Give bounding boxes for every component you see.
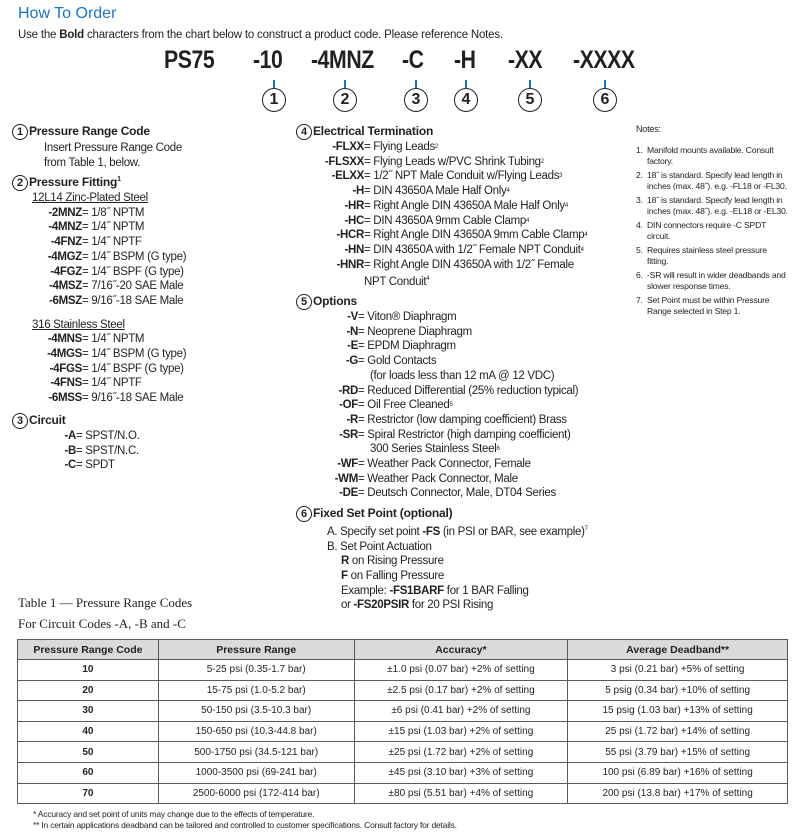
option-description: = 9/16˝-18 SAE Male (82, 294, 184, 307)
option-description: = SPDT (76, 459, 115, 472)
table-cell: 3 psi (0.21 bar) +5% of setting (568, 660, 788, 681)
example-line: or -FS20PSIR for 20 PSI Rising (341, 599, 494, 612)
table-cell: ±15 psi (1.03 bar) +2% of setting (354, 721, 568, 742)
option-description: = 1/8˝ NPTM (82, 206, 145, 219)
table-cell: ±25 psi (1.72 bar) +2% of setting (354, 742, 568, 763)
section-fixed-set-point (296, 506, 588, 613)
code-option-row (12, 458, 139, 473)
section-header: 3 Circuit (12, 413, 139, 429)
table-row (18, 680, 788, 701)
table-row (18, 701, 788, 722)
code-segment-2: -4MNZ (311, 46, 374, 74)
falling-option: F on Falling Pressure (341, 569, 445, 582)
code-option-row (12, 429, 139, 444)
option-description: = SPST/N.C. (76, 444, 139, 457)
note-text: -SR will result in wider deadbands and slower response times. (647, 270, 786, 291)
table-cell: 70 (18, 783, 159, 804)
section-electrical-termination (296, 124, 587, 290)
termination-list (296, 140, 587, 272)
termination-continuation: NPT Conduit$^4$ (364, 276, 430, 289)
note-reference: 4 (580, 246, 584, 253)
code-number-2: 2 (333, 88, 357, 112)
code-segment-3: -C (402, 46, 424, 74)
option-description: = Flying Leads w/PVC Shrink Tubing (364, 155, 541, 168)
option-description: = Weather Pack Connector, Male (358, 472, 518, 485)
note-text: Manifold mounts available. Consult factory. (647, 145, 774, 166)
option-code: -SR (339, 428, 358, 441)
note-text: 18˝ is standard. Specify lead length in inches (max. 48˝). e.g. -EL18 or -EL30. (647, 195, 788, 216)
option-code: -C (64, 459, 76, 472)
option-code: -4MGZ (47, 250, 82, 263)
option-description: = Right Angle DIN 43650A 9mm Cable Clamp (364, 229, 585, 242)
code-option-row (296, 428, 578, 443)
code-number-4: 4 (454, 88, 478, 112)
note-reference: 2 (540, 158, 544, 165)
table-cell: 10 (18, 660, 159, 681)
section-pressure-range: 1 Pressure Range Code Insert Pressure Range Code from Table 1, below. (12, 124, 182, 170)
column-header: Pressure Range (158, 640, 354, 660)
section-pressure-fitting (12, 175, 186, 406)
code-option-row (12, 376, 186, 391)
column-header: Average Deadband** (568, 640, 788, 660)
option-code: -A (64, 430, 76, 442)
option-description: = 1/4˝ NPTM (82, 333, 145, 346)
table-cell: 50-150 psi (3.5-10.3 bar) (158, 701, 354, 722)
code-option-row (12, 444, 139, 459)
page-title: How To Order (18, 5, 117, 22)
option-description: = Flying Leads (364, 141, 435, 153)
table-row (18, 783, 788, 804)
option-description: = SPST/N.O. (76, 430, 140, 442)
option-code: -WM (334, 472, 358, 485)
table-cell: 20 (18, 680, 159, 701)
code-option-row (12, 250, 186, 265)
option-description: = 1/4˝ BSPM (G type) (82, 348, 187, 361)
table-row (18, 660, 788, 681)
intro-text: Use the Bold characters from the chart below to construct a product code. Please reference Notes. (18, 29, 503, 41)
section-circuit (12, 413, 139, 473)
note-number: 2. (636, 170, 643, 180)
code-number-1: 1 (262, 88, 286, 112)
table-cell: 5-25 psi (0.35-1.7 bar) (158, 660, 354, 681)
option-code: -R (346, 413, 358, 426)
code-option-row (12, 220, 186, 235)
code-option-row (296, 310, 578, 325)
code-option-row (296, 339, 578, 354)
table-cell: ±2.5 psi (0.17 bar) +2% of setting (354, 680, 568, 701)
option-description: = 1/2˝ NPT Male Conduit w/Flying Leads (364, 170, 560, 183)
code-option-row (12, 332, 186, 347)
option-code: -4FNZ (50, 236, 82, 249)
option-description: = DIN 43650A 9mm Cable Clamp (364, 214, 526, 227)
table-row (18, 762, 788, 783)
code-option-row (12, 294, 186, 309)
option-description: = EPDM Diaphragm (358, 340, 456, 353)
table-cell: 15 psig (1.03 bar) +13% of setting (568, 701, 788, 722)
table-header-row (18, 640, 788, 660)
table-cell: 40 (18, 721, 159, 742)
option-code: -DE (339, 487, 358, 500)
code-option-row (296, 214, 587, 229)
option-code: -2MNZ (48, 206, 82, 219)
code-option-row (12, 235, 186, 250)
option-description: = 1/4˝ BSPF (G type) (82, 265, 184, 278)
option-code: -6MSS (48, 392, 82, 405)
option-code: -6MSZ (48, 294, 82, 307)
code-option-row (296, 228, 587, 243)
option-description: = Right Angle DIN 43650A with 1/2˝ Female (364, 258, 574, 271)
code-option-row (296, 369, 578, 384)
option-description: = Viton® Diaphragm (358, 311, 457, 323)
code-option-row (296, 442, 578, 457)
note-item (636, 195, 790, 217)
table-cell: 1000-3500 psi (69-241 bar) (158, 762, 354, 783)
option-code: -4MSZ (48, 280, 82, 293)
code-option-row (12, 265, 186, 280)
option-code: -FLXX (332, 141, 364, 153)
code-number-3: 3 (404, 88, 428, 112)
code-option-row (296, 325, 578, 340)
note-reference: 3 (559, 173, 563, 180)
option-description: = Weather Pack Connector, Female (358, 458, 531, 471)
footnote-accuracy: * Accuracy and set point of units may change due to the effects of temperature. (33, 809, 315, 819)
option-description: = 9/16˝-18 SAE Male (82, 392, 184, 405)
table-cell: 55 psi (3.79 bar) +15% of setting (568, 742, 788, 763)
code-option-row (296, 184, 587, 199)
table-cell: 500-1750 psi (34.5-121 bar) (158, 742, 354, 763)
option-code: -4MGS (47, 348, 82, 361)
code-connector (273, 80, 275, 88)
code-option-row (12, 347, 186, 362)
section-options (296, 294, 578, 501)
table-row (18, 721, 788, 742)
option-description: = Gold Contacts (358, 355, 437, 368)
table-cell: 15-75 psi (1.0-5.2 bar) (158, 680, 354, 701)
table-cell: 2500-6000 psi (172-414 bar) (158, 783, 354, 804)
code-option-row (296, 169, 587, 184)
option-code: -RD (338, 384, 358, 397)
code-option-row (12, 362, 186, 377)
code-option-row (12, 206, 186, 221)
table-cell: 30 (18, 701, 159, 722)
code-segment-6: -XXXX (573, 46, 635, 74)
note-number: 7. (636, 295, 643, 305)
option-description: = Oil Free Cleaned (358, 399, 450, 412)
note-reference: 4 (564, 202, 568, 209)
set-point-step-a: A. Specify set point -FS (in PSI or BAR, see example)$^7$ (327, 525, 588, 538)
code-segment-base: PS75 (164, 46, 215, 74)
example-line: Example: -FS1BARF for 1 BAR Falling (341, 584, 529, 597)
option-code: -OF (339, 399, 358, 412)
option-description: = 1/4˝ NPTM (82, 221, 145, 234)
code-number-5: 5 (518, 88, 542, 112)
code-connector (529, 80, 531, 88)
option-description: 300 Series Stainless Steel (370, 443, 497, 456)
note-item (636, 295, 790, 317)
code-option-row (296, 155, 587, 170)
material-heading: 12L14 Zinc-Plated Steel (32, 192, 148, 204)
section-header: 4 Electrical Termination (296, 124, 587, 140)
code-option-row (296, 413, 578, 428)
note-reference: 4 (506, 188, 510, 195)
option-code: -HN (344, 243, 364, 256)
code-option-row (296, 258, 587, 273)
option-code: -V (347, 311, 358, 323)
section-header: 6 Fixed Set Point (optional) (296, 506, 588, 522)
table-cell: 100 psi (6.89 bar) +16% of setting (568, 762, 788, 783)
note-reference: 6 (496, 446, 500, 453)
code-connector (415, 80, 417, 88)
stainless-fitting-list (12, 332, 186, 406)
note-text: Set Point must be within Pressure Range selected in Step 1. (647, 295, 770, 316)
option-description: = 1/4˝ BSPF (G type) (82, 362, 184, 375)
note-number: 1. (636, 145, 643, 155)
option-code: -4MNS (47, 333, 82, 346)
code-segment-5: -XX (508, 46, 543, 74)
set-point-step-b: B. Set Point Actuation (327, 540, 432, 553)
code-option-row (296, 472, 578, 487)
code-option-row (296, 243, 587, 258)
code-option-row (296, 486, 578, 501)
note-text: 18˝ is standard. Specify lead length in inches (max. 48˝). e.g. -FL18 or -FL30. (647, 170, 787, 191)
option-description: = DIN 43650A with 1/2˝ Female NPT Conduit (364, 243, 581, 256)
option-code: -HCR (336, 229, 364, 242)
material-heading: 316 Stainless Steel (32, 318, 125, 331)
code-option-row (296, 398, 578, 413)
note-text: Requires stainless steel pressure fitting. (647, 245, 767, 266)
options-list (296, 310, 578, 501)
option-code (296, 369, 358, 384)
note-reference: 4 (525, 217, 529, 224)
table-cell: 200 psi (13.8 bar) +17% of setting (568, 783, 788, 804)
code-option-row (296, 199, 587, 214)
zinc-fitting-list (12, 206, 186, 309)
option-code: -ELXX (331, 170, 364, 183)
option-code: -FLSXX (324, 155, 364, 168)
note-reference: 2 (434, 144, 438, 150)
option-description: = Neoprene Diaphragm (358, 325, 472, 338)
option-code: -G (345, 355, 358, 368)
code-connector (604, 80, 606, 88)
option-code: -4FNS (50, 377, 82, 390)
note-number: 3. (636, 195, 643, 205)
code-connector (344, 80, 346, 88)
note-item (636, 170, 790, 192)
code-option-row (296, 384, 578, 399)
option-code: -E (347, 340, 358, 353)
code-number-6: 6 (593, 88, 617, 112)
section-header: 5 Options (296, 294, 578, 310)
code-option-row (12, 279, 186, 294)
option-description: = Reduced Differential (25% reduction typical) (358, 384, 579, 397)
note-reference: 5 (449, 402, 453, 409)
option-description: = DIN 43650A Male Half Only (364, 185, 507, 198)
notes-list (636, 145, 790, 317)
note-number: 6. (636, 270, 643, 280)
option-code (296, 442, 358, 457)
note-item (636, 245, 790, 267)
note-item (636, 220, 790, 242)
note-number: 5. (636, 245, 643, 255)
option-code: -H (352, 185, 364, 198)
table-cell: ±6 psi (0.41 bar) +2% of setting (354, 701, 568, 722)
option-description: = 1/4˝ NPTF (82, 236, 142, 249)
table-row (18, 742, 788, 763)
code-option-row (12, 391, 186, 406)
code-option-row (296, 457, 578, 472)
note-item (636, 270, 790, 292)
table-cell: 150-650 psi (10.3-44.8 bar) (158, 721, 354, 742)
table-cell: ±45 psi (3.10 bar) +3% of setting (354, 762, 568, 783)
code-segment-4: -H (454, 46, 476, 74)
option-code: -HC (344, 214, 364, 227)
column-header: Pressure Range Code (18, 640, 159, 660)
note-item (636, 145, 790, 167)
option-description: = Spiral Restrictor (high damping coefficient) (358, 428, 571, 441)
code-segment-1: -10 (253, 46, 283, 74)
option-description: = Restrictor (low damping coefficient) Brass (358, 413, 567, 426)
notes-title: Notes: (636, 124, 661, 134)
note-reference: 4 (584, 232, 588, 239)
table-cell: 60 (18, 762, 159, 783)
option-code: -4MNZ (48, 221, 82, 234)
option-code: -HNR (336, 258, 364, 271)
note-number: 4. (636, 220, 643, 230)
table-caption: Table 1 — Pressure Range Codes (18, 595, 193, 610)
footnote-deadband: ** In certain applications deadband can be tailored and controlled to customer specifications. Consult factory for details. (33, 820, 457, 830)
notes-panel (636, 124, 790, 320)
option-description: = Right Angle DIN 43650A Male Half Only (364, 199, 565, 212)
option-description: = 1/4˝ NPTF (82, 377, 142, 390)
section-header: 2 Pressure Fitting$^1$ (12, 175, 186, 191)
table-cell: 25 psi (1.72 bar) +14% of setting (568, 721, 788, 742)
table-cell: 5 psig (0.34 bar) +10% of setting (568, 680, 788, 701)
pressure-range-table (17, 639, 788, 804)
section-header: 1 Pressure Range Code (12, 124, 182, 140)
option-code: -4FGZ (50, 265, 82, 278)
circuit-list (12, 429, 139, 473)
table-subcaption: For Circuit Codes -A, -B and -C (18, 616, 186, 631)
code-connector (465, 80, 467, 88)
option-description: = Deutsch Connector, Male, DT04 Series (358, 487, 556, 500)
column-header: Accuracy* (354, 640, 568, 660)
table-cell: ±80 psi (5.51 bar) +4% of setting (354, 783, 568, 804)
option-description: (for loads less than 12 mA @ 12 VDC) (370, 369, 555, 382)
option-code: -HR (344, 199, 364, 212)
option-code: -4FGS (49, 362, 82, 375)
code-option-row (296, 354, 578, 369)
option-code: -WF (337, 458, 358, 471)
code-option-row (296, 140, 587, 155)
rising-option: R on Rising Pressure (341, 555, 444, 568)
option-code: -N (346, 325, 358, 338)
option-description: = 7/16˝-20 SAE Male (82, 280, 184, 293)
option-code: -B (64, 444, 76, 457)
option-description: = 1/4˝ BSPM (G type) (82, 250, 187, 263)
note-text: DIN connectors require -C SPDT circuit. (647, 220, 766, 241)
table-cell: ±1.0 psi (0.07 bar) +2% of setting (354, 660, 568, 681)
table-cell: 50 (18, 742, 159, 763)
